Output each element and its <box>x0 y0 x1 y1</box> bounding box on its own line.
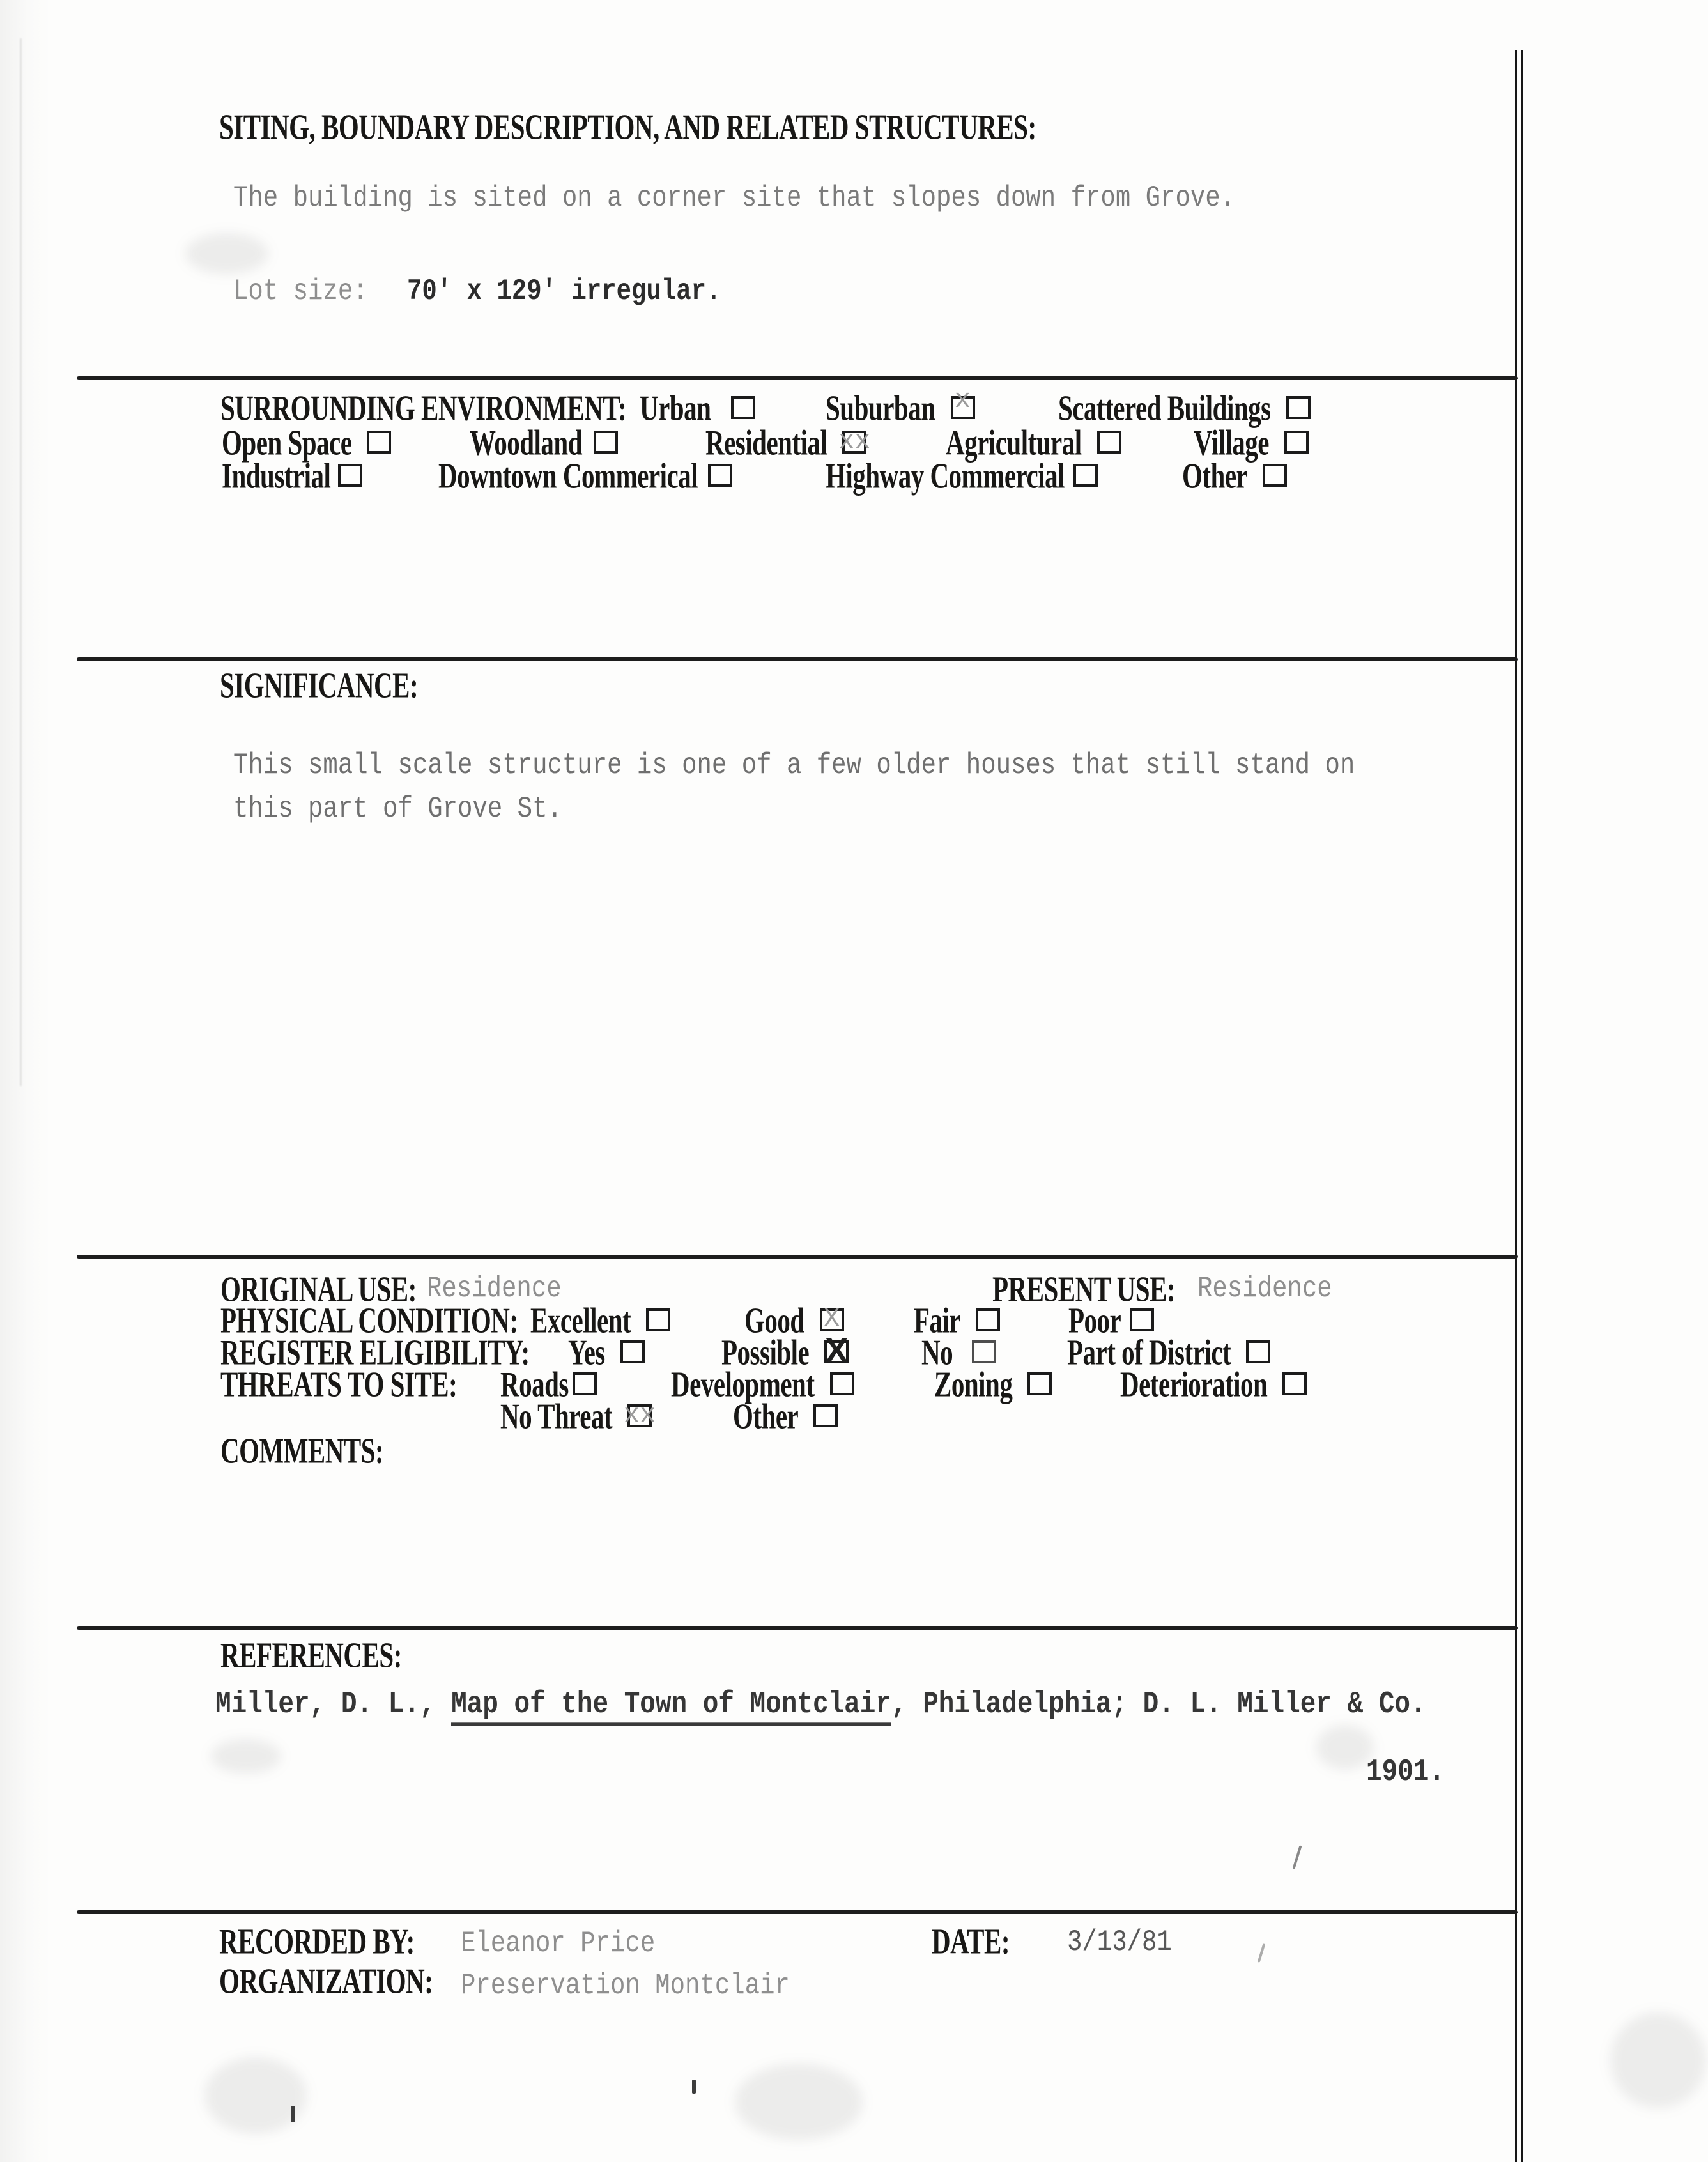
checkbox-highway-commercial[interactable] <box>1073 464 1098 487</box>
scan-artifact <box>692 2080 696 2094</box>
checkbox-possible[interactable] <box>824 1331 849 1370</box>
option-zoning-label: Zoning <box>934 1363 1013 1404</box>
significance-line2-row <box>233 792 562 825</box>
option-open-space-label: Open Space <box>222 422 352 463</box>
option-industrial-label: Industrial <box>222 455 331 496</box>
physical-condition-label: PHYSICAL CONDITION: <box>220 1300 518 1340</box>
option-suburban-label: Suburban <box>826 387 935 428</box>
checkbox-industrial[interactable] <box>338 464 362 487</box>
option-woodland-label: Woodland <box>470 422 583 463</box>
option-fair-label: Fair <box>914 1300 961 1340</box>
references-label: REFERENCES: <box>220 1634 402 1675</box>
threats-to-site-label: THREATS TO SITE: <box>220 1363 458 1404</box>
checkbox-residential[interactable] <box>838 425 871 457</box>
option-development-label: Development <box>671 1363 815 1404</box>
scan-artifact <box>211 1739 281 1774</box>
citation-suffix: , Philadelphia; D. L. Miller & Co. <box>891 1687 1426 1722</box>
original-use-value: Residence <box>427 1272 562 1305</box>
scan-artifact <box>735 2064 863 2140</box>
option-other-environment <box>1182 455 1287 496</box>
surrounding-environment-label: SURROUNDING ENVIRONMENT: <box>220 387 627 428</box>
option-other-environment-label: Other <box>1182 455 1248 496</box>
checkbox-no-threat-mark: xx <box>623 1399 656 1430</box>
checkbox-village[interactable] <box>1284 431 1309 454</box>
date-value-row <box>1067 1926 1172 1959</box>
present-use-value: Residence <box>1197 1272 1332 1305</box>
scan-artifact <box>291 2106 295 2122</box>
option-downtown-commerical-label: Downtown Commerical <box>438 455 698 496</box>
scan-edge-shadow <box>0 0 51 2162</box>
reference-year: 1901. <box>1366 1754 1445 1790</box>
recorded-by-label: RECORDED BY: <box>219 1920 415 1961</box>
lot-size-value-row <box>407 275 721 308</box>
section-divider <box>77 1626 1518 1630</box>
scan-artifact <box>1293 1845 1302 1869</box>
checkbox-agricultural[interactable] <box>1097 431 1121 454</box>
date-label: DATE: <box>932 1920 1010 1961</box>
significance-text-line1: This small scale structure is one of a few older houses that still stand on <box>233 749 1355 782</box>
option-agricultural-label: Agricultural <box>946 422 1082 463</box>
option-deterioration-label: Deterioration <box>1120 1363 1268 1404</box>
recorded-by-value: Eleanor Price <box>461 1927 656 1960</box>
section-divider <box>77 657 1518 661</box>
present-use-value-row <box>1197 1272 1332 1305</box>
option-scattered-buildings <box>1058 387 1311 428</box>
comments-label: COMMENTS: <box>220 1430 384 1471</box>
siting-description-row <box>233 181 1235 215</box>
scan-artifact <box>1258 1943 1266 1963</box>
option-zoning <box>934 1363 1052 1404</box>
references-label-row <box>220 1634 402 1675</box>
threats-label-row <box>220 1363 458 1404</box>
original-use-label: ORIGINAL USE: <box>220 1268 417 1309</box>
checkbox-residential-mark: xx <box>838 425 871 457</box>
comments-label-row <box>220 1430 384 1471</box>
checkbox-yes[interactable] <box>620 1340 645 1363</box>
checkbox-no[interactable] <box>972 1340 996 1363</box>
checkbox-roads[interactable] <box>573 1372 597 1395</box>
scan-artifact <box>1610 2012 1706 2108</box>
checkbox-development[interactable] <box>830 1372 854 1395</box>
reference-year-row <box>1366 1756 1445 1789</box>
checkbox-other-environment[interactable] <box>1263 464 1287 487</box>
option-residential-label: Residential <box>705 422 827 463</box>
option-highway-commercial <box>826 455 1098 496</box>
siting-section-heading-row <box>219 106 1036 147</box>
checkbox-woodland[interactable] <box>594 431 618 454</box>
checkbox-good[interactable] <box>820 1303 844 1335</box>
option-yes-label: Yes <box>568 1331 605 1372</box>
significance-text-line2: this part of Grove St. <box>233 792 562 825</box>
option-no-threat-label: No Threat <box>500 1395 613 1436</box>
organization-value: Preservation Montclair <box>461 1969 790 2002</box>
option-no-label: No <box>921 1331 953 1372</box>
option-deterioration <box>1120 1363 1307 1404</box>
checkbox-suburban-mark: x <box>954 385 971 416</box>
organization-value-row <box>461 1969 790 2002</box>
option-roads-label: Roads <box>500 1363 569 1404</box>
option-urban-label: Urban <box>640 387 711 428</box>
date-label-row <box>932 1920 1010 1961</box>
option-excellent-label: Excellent <box>530 1300 631 1340</box>
checkbox-fair[interactable] <box>976 1308 1000 1331</box>
checkbox-excellent[interactable] <box>646 1308 670 1331</box>
option-good-label: Good <box>744 1300 804 1340</box>
section-divider <box>77 376 1518 380</box>
option-downtown-commerical <box>438 455 732 496</box>
citation-prefix: Miller, D. L., <box>215 1687 452 1722</box>
reference-citation-row <box>215 1688 1426 1721</box>
option-part-of-district-label: Part of District <box>1067 1331 1231 1372</box>
checkbox-no-threat[interactable] <box>623 1399 656 1430</box>
option-scattered-buildings-label: Scattered Buildings <box>1058 387 1271 428</box>
scan-artifact <box>1316 1725 1374 1770</box>
option-highway-commercial-label: Highway Commercial <box>826 455 1065 496</box>
checkbox-poor[interactable] <box>1130 1308 1154 1331</box>
section-divider <box>77 1910 1518 1914</box>
present-use-label: PRESENT USE: <box>992 1268 1176 1309</box>
checkbox-scattered-buildings[interactable] <box>1286 396 1311 419</box>
option-village-label: Village <box>1194 422 1269 463</box>
checkbox-downtown-commerical[interactable] <box>708 464 732 487</box>
option-no-threat <box>500 1395 656 1436</box>
right-margin-line <box>1515 50 1517 2162</box>
section-divider <box>77 1255 1518 1259</box>
option-other-threat-label: Other <box>733 1395 799 1436</box>
checkbox-good-mark: X <box>824 1303 840 1335</box>
right-margin-line <box>1521 50 1523 2162</box>
scan-artifact <box>185 233 268 274</box>
date-value: 3/13/81 <box>1067 1926 1172 1959</box>
register-eligibility-label: REGISTER ELIGIBILITY: <box>220 1331 530 1372</box>
checkbox-possible-mark: X <box>825 1331 849 1370</box>
checkbox-urban[interactable] <box>731 396 755 419</box>
scan-fold-line <box>20 38 22 1086</box>
reference-citation <box>215 1685 1426 1724</box>
scan-artifact <box>204 2057 307 2134</box>
option-other-threat <box>733 1395 838 1436</box>
checkbox-other-threat[interactable] <box>813 1404 838 1427</box>
checkbox-open-space[interactable] <box>367 431 391 454</box>
citation-title-underlined: Map of the Town of Montclair <box>451 1687 891 1726</box>
significance-line1-row <box>233 749 1355 782</box>
checkbox-suburban[interactable] <box>951 385 975 419</box>
organization-label: ORGANIZATION: <box>219 1960 433 2001</box>
checkbox-part-of-district[interactable] <box>1246 1340 1270 1363</box>
siting-heading: SITING, BOUNDARY DESCRIPTION, AND RELATED STRUCTURES: <box>219 106 1036 147</box>
organization-label-row <box>219 1960 433 2001</box>
option-poor-label: Poor <box>1068 1300 1121 1340</box>
recorded-by-value-row <box>461 1927 655 1960</box>
recorded-by-label-row <box>219 1920 415 1961</box>
lot-size-row <box>233 275 368 308</box>
significance-label: SIGNIFICANCE: <box>220 664 419 705</box>
siting-description-text: The building is sited on a corner site that slopes down from Grove. <box>233 181 1236 215</box>
checkbox-zoning[interactable] <box>1027 1372 1052 1395</box>
option-industrial <box>222 455 362 496</box>
lot-size-value: 70' x 129' irregular. <box>407 275 721 308</box>
significance-label-row <box>220 664 419 705</box>
lot-size-label: Lot size: <box>233 275 368 308</box>
option-yes <box>568 1331 645 1372</box>
checkbox-deterioration[interactable] <box>1282 1372 1307 1395</box>
option-possible-label: Possible <box>721 1331 810 1372</box>
